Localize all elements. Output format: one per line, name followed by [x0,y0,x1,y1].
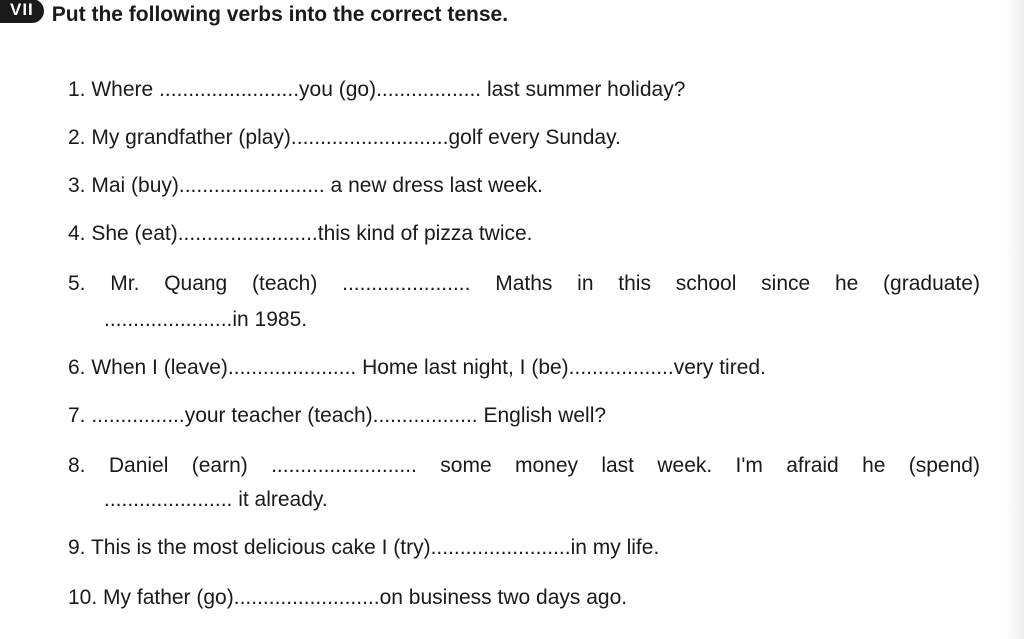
exercise-8-word: I'm [735,454,763,477]
section-number-badge: VII [0,0,44,23]
exercise-5-word: Maths [495,272,553,295]
exercise-8-word: money [514,454,578,477]
exercise-5-word: Mr. [110,272,140,295]
exercise-5-word: he [834,272,859,295]
exercise-item-3: 3. Mai (buy)......................... a new dress last week. [68,174,543,197]
exercise-8-word: afraid [786,454,839,477]
exercise-8-word: some [440,454,492,477]
exercise-5-word: (graduate) [883,272,980,295]
exercise-item-2: 2. My grandfather (play)...........................golf every Sunday. [68,126,621,149]
exercise-item-8-continuation: ...................... it already. [104,488,328,511]
exercise-instruction: Put the following verbs into the correct tense. [51,3,509,26]
exercise-5-word: school [675,272,737,295]
exercise-item-9: 9. This is the most delicious cake I (try)........................in my life. [68,536,660,559]
exercise-5-word: since [761,272,811,295]
exercise-5-blank: ...................... [342,272,471,295]
exercise-5-word: in [577,272,594,295]
exercise-item-8 [68,454,980,478]
exercise-item-5-continuation: ......................in 1985. [104,308,308,331]
exercise-item-10: 10. My father (go).........................on business two days ago. [68,586,628,609]
exercise-header [0,0,508,28]
exercise-5-word: this [618,272,651,295]
exercise-8-word: (spend) [908,454,980,477]
exercise-item-6: 6. When I (leave)...................... Home last night, I (be)..................very tired. [68,356,766,379]
exercise-5-word: (teach) [252,272,318,295]
exercise-8-word: he [862,454,886,477]
exercise-8-word: week. [657,454,713,477]
exercise-item-7: 7. ................your teacher (teach).................. English well? [68,404,607,427]
exercise-8-word: Daniel [108,454,169,477]
exercise-5-word: 5. [68,272,86,295]
exercise-item-4: 4. She (eat)........................this kind of pizza twice. [68,222,533,245]
exercise-8-word: (earn) [191,454,248,477]
exercise-5-word: Quang [164,272,228,295]
page-edge-shadow [1006,0,1024,639]
exercise-8-blank: ......................... [271,454,417,477]
exercise-8-word: 8. [68,454,86,477]
exercise-item-1: 1. Where ........................you (go).................. last summer holiday? [68,78,686,101]
exercise-item-5 [68,272,980,296]
exercise-8-word: last [601,454,635,477]
